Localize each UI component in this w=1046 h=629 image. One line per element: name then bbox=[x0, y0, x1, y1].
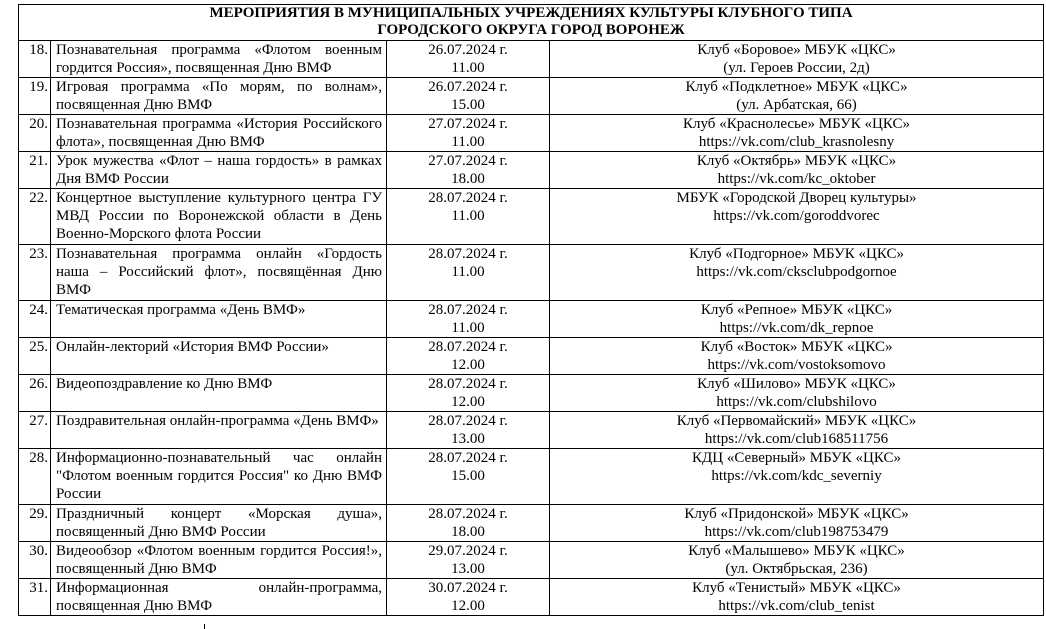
event-title: Видеообзор «Флотом военным гордится Россия!», посвященный Дню ВМФ bbox=[51, 542, 387, 579]
row-number: 22. bbox=[19, 189, 51, 245]
event-time: 11.00 bbox=[451, 134, 485, 150]
venue-name: Клуб «Первомайский» МБУК «ЦКС» bbox=[676, 413, 917, 429]
table-row bbox=[19, 505, 1044, 542]
event-title: Информационная онлайн-программа, посвященная Дню ВМФ bbox=[51, 579, 387, 616]
event-date: 28.07.2024 г. bbox=[428, 376, 508, 392]
events-table bbox=[18, 4, 1044, 616]
event-time: 11.00 bbox=[451, 264, 485, 280]
row-number: 26. bbox=[19, 375, 51, 412]
event-venue-cell bbox=[550, 542, 1044, 579]
event-venue-cell bbox=[550, 338, 1044, 375]
table-row bbox=[19, 189, 1044, 245]
venue-name: Клуб «Шилово» МБУК «ЦКС» bbox=[697, 376, 896, 392]
row-number: 27. bbox=[19, 412, 51, 449]
venue-address: https://vk.com/kdc_severniy bbox=[711, 468, 882, 484]
event-date: 27.07.2024 г. bbox=[428, 116, 508, 132]
table-row bbox=[19, 115, 1044, 152]
event-time: 12.00 bbox=[451, 357, 485, 373]
table-row bbox=[19, 579, 1044, 616]
event-date: 30.07.2024 г. bbox=[428, 580, 508, 596]
event-datetime bbox=[387, 152, 550, 189]
event-date: 28.07.2024 г. bbox=[428, 450, 508, 466]
event-date: 26.07.2024 г. bbox=[428, 79, 508, 95]
event-venue-cell bbox=[550, 189, 1044, 245]
event-venue-cell bbox=[550, 115, 1044, 152]
event-title: Игровая программа «По морям, по волнам», посвященная Дню ВМФ bbox=[51, 78, 387, 115]
row-number: 25. bbox=[19, 338, 51, 375]
table-row bbox=[19, 375, 1044, 412]
venue-address: https://vk.com/goroddvorec bbox=[713, 208, 880, 224]
venue-address: https://vk.com/club_tenist bbox=[718, 598, 875, 614]
table-row bbox=[19, 41, 1044, 78]
table-header-row bbox=[19, 5, 1044, 41]
venue-address: https://vk.com/dk_repnoe bbox=[719, 320, 874, 336]
venue-name: Клуб «Тенистый» МБУК «ЦКС» bbox=[692, 580, 901, 596]
venue-name: Клуб «Боровое» МБУК «ЦКС» bbox=[697, 42, 896, 58]
row-number: 19. bbox=[19, 78, 51, 115]
venue-name: Клуб «Октябрь» МБУК «ЦКС» bbox=[696, 153, 897, 169]
venue-name: Клуб «Малышево» МБУК «ЦКС» bbox=[688, 543, 905, 559]
event-date: 28.07.2024 г. bbox=[428, 302, 508, 318]
venue-address: https://vk.com/kc_oktober bbox=[717, 171, 876, 187]
row-number: 28. bbox=[19, 449, 51, 505]
event-venue-cell bbox=[550, 375, 1044, 412]
event-time: 18.00 bbox=[451, 171, 485, 187]
event-time: 13.00 bbox=[451, 431, 485, 447]
event-title: Поздравительная онлайн-программа «День ВМФ» bbox=[51, 412, 387, 449]
event-time: 15.00 bbox=[451, 468, 485, 484]
event-title: Онлайн-лекторий «История ВМФ России» bbox=[51, 338, 387, 375]
event-title: Тематическая программа «День ВМФ» bbox=[51, 301, 387, 338]
event-datetime bbox=[387, 189, 550, 245]
venue-name: Клуб «Придонской» МБУК «ЦКС» bbox=[684, 506, 909, 522]
event-time: 12.00 bbox=[451, 598, 485, 614]
venue-name: Клуб «Краснолесье» МБУК «ЦКС» bbox=[683, 116, 911, 132]
table-row bbox=[19, 542, 1044, 579]
row-number: 29. bbox=[19, 505, 51, 542]
event-title: Познавательная программа «История Российского флота», посвященная Дню ВМФ bbox=[51, 115, 387, 152]
event-title: Познавательная программа «Флотом военным гордится Россия», посвященная Дню ВМФ bbox=[51, 41, 387, 78]
event-datetime bbox=[387, 375, 550, 412]
event-date: 26.07.2024 г. bbox=[428, 42, 508, 58]
table-row bbox=[19, 449, 1044, 505]
event-date: 28.07.2024 г. bbox=[428, 506, 508, 522]
table-row bbox=[19, 78, 1044, 115]
event-datetime bbox=[387, 579, 550, 616]
event-date: 28.07.2024 г. bbox=[428, 190, 508, 206]
venue-address: https://vk.com/club198753479 bbox=[704, 524, 889, 540]
venue-address: (ул. Октябрьская, 236) bbox=[725, 561, 868, 577]
table-row bbox=[19, 152, 1044, 189]
row-number: 21. bbox=[19, 152, 51, 189]
event-datetime bbox=[387, 449, 550, 505]
event-datetime bbox=[387, 505, 550, 542]
row-number: 20. bbox=[19, 115, 51, 152]
venue-name: МБУК «Городской Дворец культуры» bbox=[676, 190, 917, 206]
event-title: Информационно-познавательный час онлайн "Флотом военным гордится Россия" ко Дню ВМФ России bbox=[51, 449, 387, 505]
event-time: 11.00 bbox=[451, 208, 485, 224]
event-venue-cell bbox=[550, 579, 1044, 616]
venue-name: Клуб «Подгорное» МБУК «ЦКС» bbox=[689, 246, 904, 262]
row-number: 18. bbox=[19, 41, 51, 78]
event-venue-cell bbox=[550, 41, 1044, 78]
venue-address: (ул. Героев России, 2д) bbox=[723, 60, 870, 76]
row-number: 31. bbox=[19, 579, 51, 616]
table-title bbox=[19, 5, 1044, 41]
event-datetime bbox=[387, 41, 550, 78]
venue-address: https://vk.com/vostoksomovo bbox=[707, 357, 886, 373]
event-time: 18.00 bbox=[451, 524, 485, 540]
event-date: 28.07.2024 г. bbox=[428, 339, 508, 355]
event-datetime bbox=[387, 338, 550, 375]
venue-name: Клуб «Подклетное» МБУК «ЦКС» bbox=[685, 79, 908, 95]
event-venue-cell bbox=[550, 245, 1044, 301]
table-row bbox=[19, 412, 1044, 449]
event-date: 28.07.2024 г. bbox=[428, 246, 508, 262]
event-date: 29.07.2024 г. bbox=[428, 543, 508, 559]
event-date: 28.07.2024 г. bbox=[428, 413, 508, 429]
table-row bbox=[19, 301, 1044, 338]
event-date: 27.07.2024 г. bbox=[428, 153, 508, 169]
event-time: 11.00 bbox=[451, 320, 485, 336]
event-time: 11.00 bbox=[451, 60, 485, 76]
venue-address: https://vk.com/club168511756 bbox=[704, 431, 889, 447]
venue-address: https://vk.com/clubshilovo bbox=[716, 394, 877, 410]
event-datetime bbox=[387, 542, 550, 579]
event-venue-cell bbox=[550, 449, 1044, 505]
venue-name: Клуб «Репное» МБУК «ЦКС» bbox=[700, 302, 893, 318]
row-number: 24. bbox=[19, 301, 51, 338]
event-title: Видеопоздравление ко Дню ВМФ bbox=[51, 375, 387, 412]
title-line-2: ГОРОДСКОГО ОКРУГА ГОРОД ВОРОНЕЖ bbox=[377, 22, 685, 38]
event-title: Урок мужества «Флот – наша гордость» в рамках Дня ВМФ России bbox=[51, 152, 387, 189]
event-title: Познавательная программа онлайн «Гордость наша – Российский флот», посвящённая Дню ВМФ bbox=[51, 245, 387, 301]
event-time: 13.00 bbox=[451, 561, 485, 577]
event-datetime bbox=[387, 115, 550, 152]
venue-address: (ул. Арбатская, 66) bbox=[736, 97, 857, 113]
row-number: 23. bbox=[19, 245, 51, 301]
venue-address: https://vk.com/cksclubpodgornoe bbox=[696, 264, 897, 280]
event-venue-cell bbox=[550, 412, 1044, 449]
venue-name: Клуб «Восток» МБУК «ЦКС» bbox=[700, 339, 893, 355]
table-row bbox=[19, 338, 1044, 375]
event-venue-cell bbox=[550, 152, 1044, 189]
venue-address: https://vk.com/club_krasnolesny bbox=[698, 134, 895, 150]
event-title: Праздничный концерт «Морская душа», посвященный Дню ВМФ России bbox=[51, 505, 387, 542]
event-venue-cell bbox=[550, 505, 1044, 542]
event-title: Концертное выступление культурного центра ГУ МВД России по Воронежской области в День Военно-Морского флота России bbox=[51, 189, 387, 245]
event-datetime bbox=[387, 78, 550, 115]
event-datetime bbox=[387, 301, 550, 338]
event-venue-cell bbox=[550, 301, 1044, 338]
event-venue-cell bbox=[550, 78, 1044, 115]
row-number: 30. bbox=[19, 542, 51, 579]
event-datetime bbox=[387, 412, 550, 449]
title-line-1: МЕРОПРИЯТИЯ В МУНИЦИПАЛЬНЫХ УЧРЕЖДЕНИЯХ КУЛЬТУРЫ КЛУБНОГО ТИПА bbox=[209, 5, 853, 21]
event-datetime bbox=[387, 245, 550, 301]
page-edge-mark bbox=[204, 624, 205, 629]
table-row bbox=[19, 245, 1044, 301]
event-time: 15.00 bbox=[451, 97, 485, 113]
event-time: 12.00 bbox=[451, 394, 485, 410]
venue-name: КДЦ «Северный» МБУК «ЦКС» bbox=[692, 450, 901, 466]
